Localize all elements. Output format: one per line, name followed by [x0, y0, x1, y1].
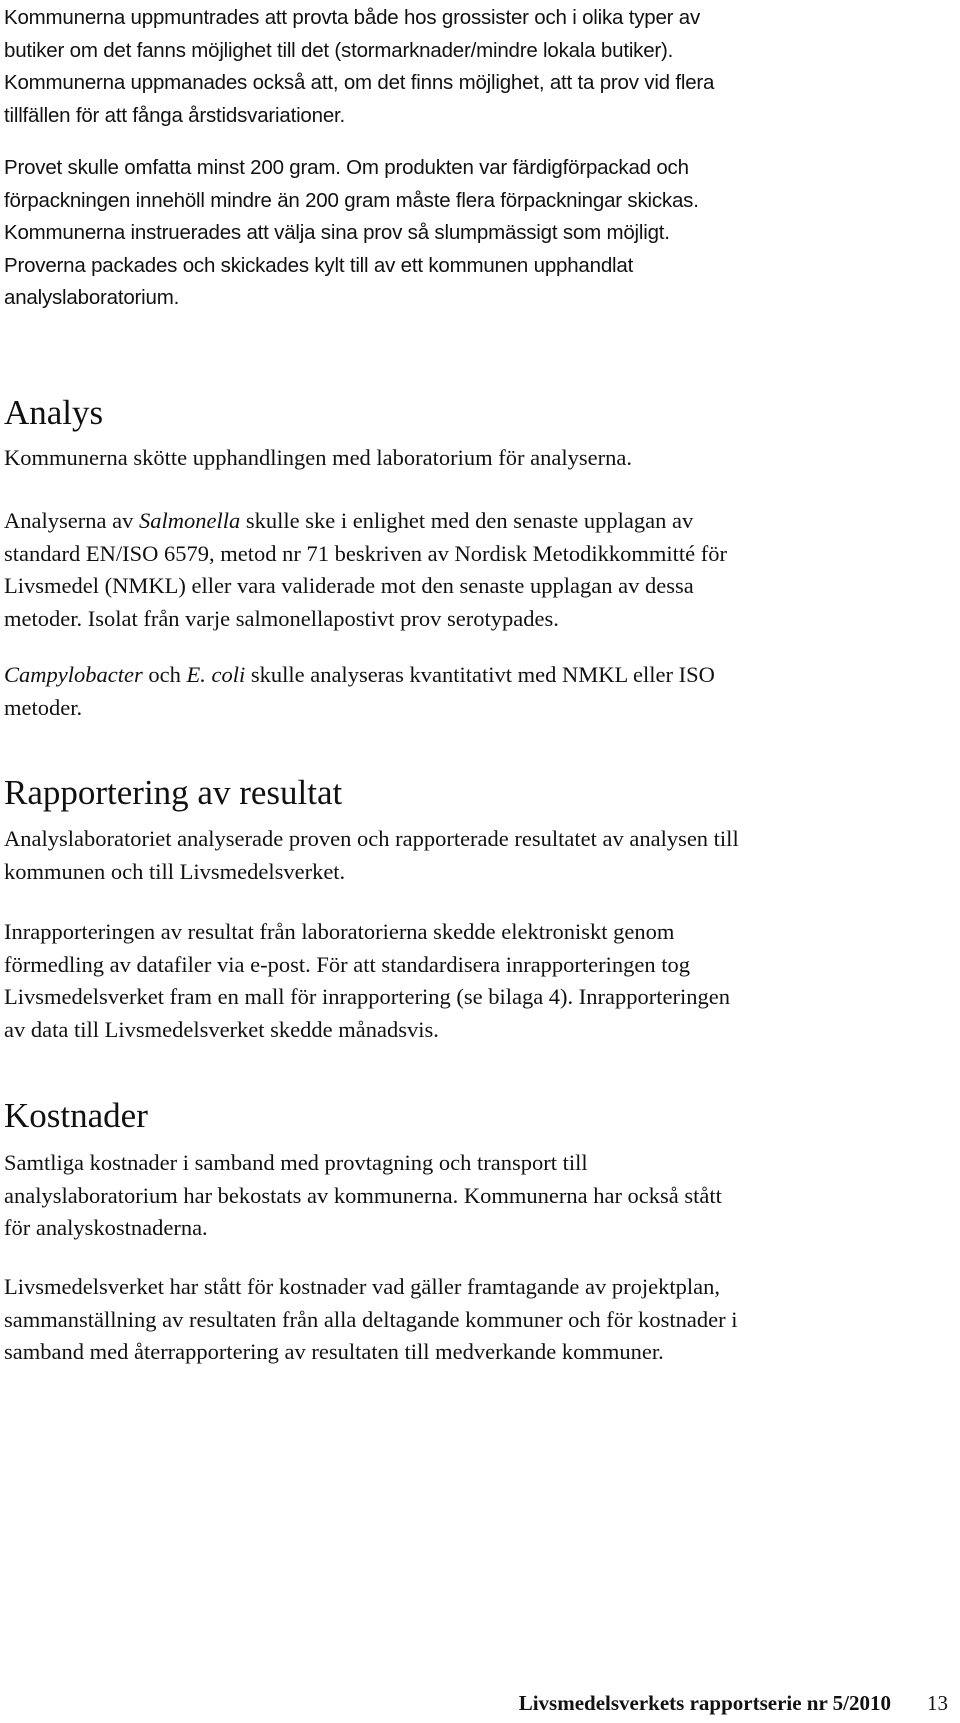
intro-paragraph-2	[4, 152, 954, 315]
text-line: Samtliga kostnader i samband med provtagning och transport till	[4, 1150, 588, 1175]
text-line: metoder. Isolat från varje salmonellapostivt prov serotypades.	[4, 605, 559, 631]
text-line: Kommunerna uppmuntrades att provta både hos grossister och i olika typer av	[4, 6, 701, 29]
text-line: standard EN/ISO 6579, metod nr 71 beskriven av Nordisk Metodikkommitté för	[4, 540, 728, 566]
text-line: Livsmedelsverket har stått för kostnader vad gäller framtagande av projektplan,	[4, 1274, 720, 1299]
analys-paragraph-2	[4, 505, 954, 635]
text-line: av data till Livsmedelsverket skedde månadsvis.	[4, 1016, 439, 1042]
analys-paragraph-3	[4, 659, 954, 724]
text-line: Inrapporteringen av resultat från laboratorierna skedde elektroniskt genom	[4, 919, 675, 944]
text-line: Livsmedel (NMKL) eller vara validerade mot den senaste upplagan av dessa	[4, 573, 694, 598]
section-heading-kostnader: Kostnader	[4, 1096, 148, 1135]
analys-paragraph-1	[4, 442, 954, 475]
kostnader-paragraph-1	[4, 1147, 954, 1245]
page-number: 13	[927, 1691, 948, 1715]
text-run: skulle ske i enlighet med den senaste upplagan av	[240, 508, 694, 533]
text-run: Analyserna av	[4, 508, 139, 533]
rapportering-paragraph-2	[4, 916, 954, 1046]
section-heading-rapportering: Rapportering av resultat	[4, 773, 343, 812]
text-line: Analyslaboratoriet analyserade proven och rapporterade resultatet av analysen till	[4, 826, 739, 851]
text-line: Livsmedelsverket fram en mall för inrapportering (se bilaga 4). Inrapporteringen	[4, 984, 730, 1009]
text-line: tillfällen för att fånga årstidsvariationer.	[4, 103, 346, 127]
text-line: Provet skulle omfatta minst 200 gram. Om produkten var färdigförpackad och	[4, 156, 689, 179]
text-line: för analyskostnaderna.	[4, 1215, 208, 1240]
text-line: Kommunerna skötte upphandlingen med laboratorium för analyserna.	[4, 445, 632, 470]
text-line: Kommunerna uppmanades också att, om det finns möjlighet, att ta prov vid flera	[4, 71, 715, 94]
species-name: E. coli	[186, 662, 246, 687]
text-line: analyslaboratorium.	[4, 286, 180, 309]
text-line: Kommunerna instruerades att välja sina prov så slumpmässigt som möjligt.	[4, 221, 670, 244]
section-heading-analys: Analys	[4, 393, 104, 432]
kostnader-paragraph-2	[4, 1271, 954, 1369]
text-line: kommunen och till Livsmedelsverket.	[4, 858, 346, 884]
rapportering-paragraph-1	[4, 823, 954, 888]
text-line: Proverna packades och skickades kylt till av ett kommunen upphandlat	[4, 253, 634, 277]
species-name: Campylobacter	[4, 662, 143, 687]
text-line	[4, 659, 954, 692]
page-footer	[519, 1690, 948, 1716]
species-name: Salmonella	[138, 508, 241, 533]
report-series-label: Livsmedelsverkets rapportserie nr 5/2010	[518, 1691, 891, 1715]
intro-paragraph-1	[4, 2, 954, 132]
text-line: förmedling av datafiler via e-post. För att standardisera inrapporteringen tog	[4, 951, 691, 977]
text-run: skulle analyseras kvantitativt med NMKL eller ISO	[245, 662, 715, 687]
text-line: samband med återrapportering av resultaten till medverkande kommuner.	[4, 1339, 664, 1364]
text-line: förpackningen innehöll mindre än 200 gram måste flera förpackningar skickas.	[4, 188, 699, 212]
text-line: butiker om det fanns möjlighet till det (stormarknader/mindre lokala butiker).	[4, 38, 674, 62]
text-line: analyslaboratorium har bekostats av kommunerna. Kommunerna har också stått	[4, 1182, 722, 1208]
text-line: sammanställning av resultaten från alla deltagande kommuner och för kostnader i	[4, 1306, 738, 1332]
text-line: metoder.	[4, 694, 83, 720]
text-run: och	[142, 662, 187, 687]
text-line	[4, 505, 954, 538]
